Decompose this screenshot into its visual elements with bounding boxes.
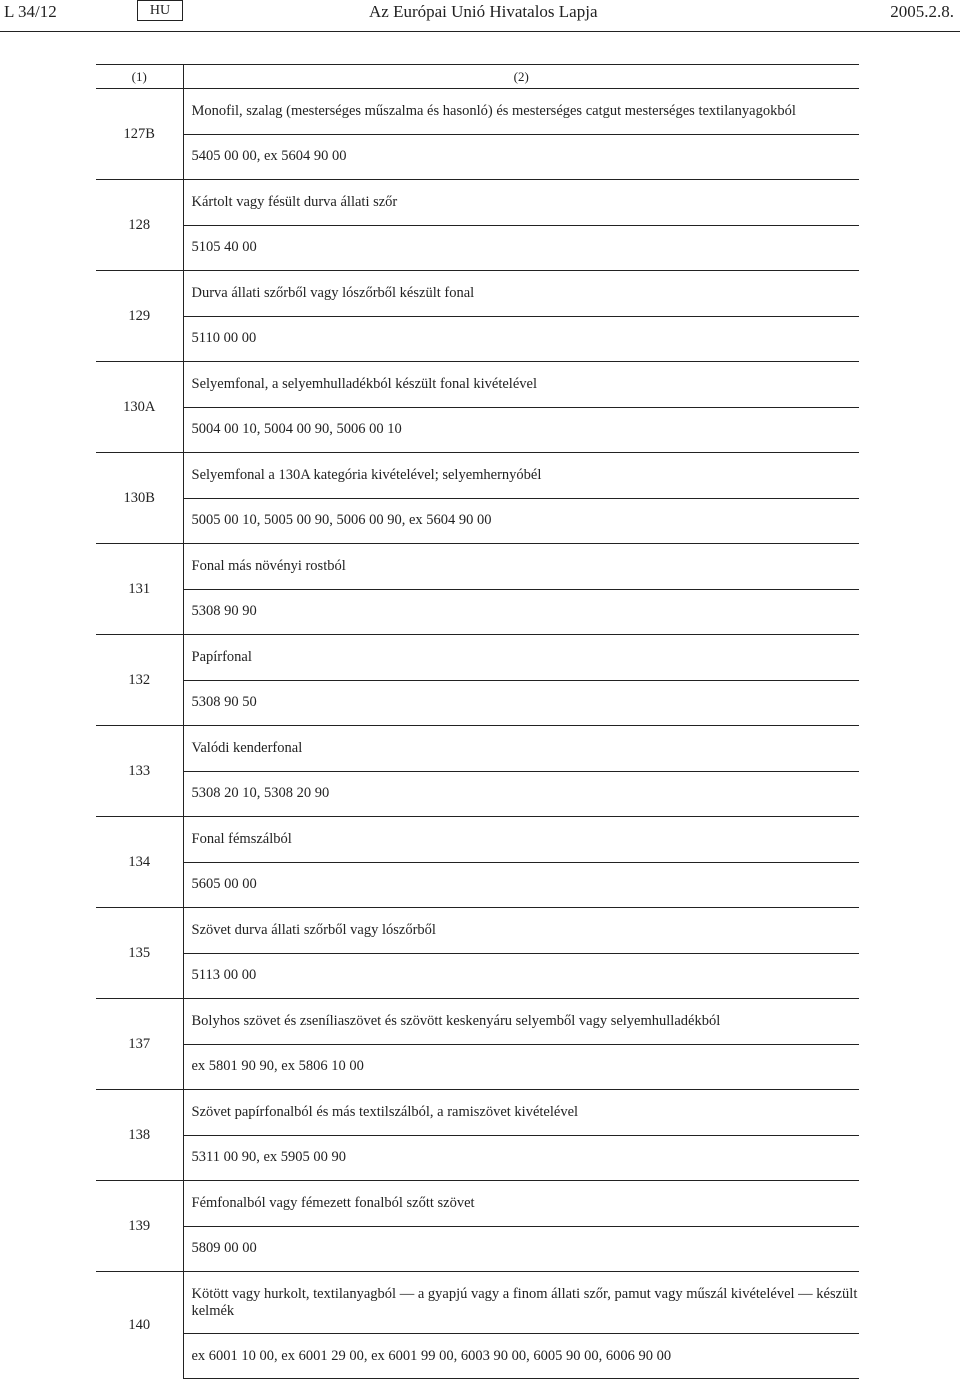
category-description: Szövet durva állati szőrből vagy lószőrből xyxy=(183,908,859,954)
cn-codes: 5308 90 50 xyxy=(183,680,859,726)
cn-codes: 5105 40 00 xyxy=(183,225,859,271)
category-description: Fémfonalból vagy fémezett fonalból szőtt szövet xyxy=(183,1181,859,1227)
category-number: 140 xyxy=(96,1272,183,1379)
table-body xyxy=(96,89,859,1379)
table-row xyxy=(96,1334,859,1379)
category-number: 131 xyxy=(96,544,183,635)
table-row xyxy=(96,1135,859,1181)
category-description: Szövet papírfonalból és más textilszálból, a ramiszövet kivételével xyxy=(183,1090,859,1136)
table-row xyxy=(96,1272,859,1334)
cn-codes: 5605 00 00 xyxy=(183,862,859,908)
category-number: 132 xyxy=(96,635,183,726)
cn-codes: ex 5801 90 90, ex 5806 10 00 xyxy=(183,1044,859,1090)
table-row xyxy=(96,407,859,453)
table-header-row xyxy=(96,65,859,89)
category-description: Kártolt vagy fésült durva állati szőr xyxy=(183,180,859,226)
table-row xyxy=(96,453,859,499)
table-row xyxy=(96,999,859,1045)
table-row xyxy=(96,1181,859,1227)
category-description: Papírfonal xyxy=(183,635,859,681)
category-number: 130B xyxy=(96,453,183,544)
category-number: 135 xyxy=(96,908,183,999)
table-row xyxy=(96,225,859,271)
cn-codes: 5311 00 90, ex 5905 00 90 xyxy=(183,1135,859,1181)
cn-codes: 5809 00 00 xyxy=(183,1226,859,1272)
category-description: Fonal más növényi rostból xyxy=(183,544,859,590)
category-number: 129 xyxy=(96,271,183,362)
table-row xyxy=(96,544,859,590)
page-header xyxy=(0,0,960,30)
table-row xyxy=(96,817,859,863)
cn-codes: 5308 90 90 xyxy=(183,589,859,635)
category-number: 128 xyxy=(96,180,183,271)
table-row xyxy=(96,316,859,362)
category-number: 134 xyxy=(96,817,183,908)
category-description: Bolyhos szövet és zseníliaszövet és szövött keskenyáru selyemből vagy selyemhulladékból xyxy=(183,999,859,1045)
table-row xyxy=(96,908,859,954)
cn-codes: 5110 00 00 xyxy=(183,316,859,362)
table-row xyxy=(96,180,859,226)
table-row xyxy=(96,953,859,999)
table-row xyxy=(96,635,859,681)
page-reference: L 34/12 xyxy=(4,2,57,21)
category-number: 130A xyxy=(96,362,183,453)
table-row xyxy=(96,498,859,544)
cn-codes: 5005 00 10, 5005 00 90, 5006 00 90, ex 5604 90 00 xyxy=(183,498,859,544)
table-row xyxy=(96,362,859,408)
table-row xyxy=(96,1090,859,1136)
table-row xyxy=(96,1226,859,1272)
category-description: Fonal fémszálból xyxy=(183,817,859,863)
journal-title: Az Európai Unió Hivatalos Lapja xyxy=(369,2,598,21)
category-description: Selyemfonal a 130A kategória kivételével; selyemhernyóbél xyxy=(183,453,859,499)
category-description: Durva állati szőrből vagy lószőrből készült fonal xyxy=(183,271,859,317)
header-divider xyxy=(0,31,960,32)
language-badge: HU xyxy=(137,0,183,21)
table-row xyxy=(96,726,859,772)
category-description: Valódi kenderfonal xyxy=(183,726,859,772)
table-row xyxy=(96,862,859,908)
category-number: 133 xyxy=(96,726,183,817)
table-row xyxy=(96,271,859,317)
table-row xyxy=(96,589,859,635)
cn-codes: 5405 00 00, ex 5604 90 00 xyxy=(183,134,859,180)
category-description: Selyemfonal, a selyemhulladékból készült fonal kivételével xyxy=(183,362,859,408)
table-row xyxy=(96,680,859,726)
cn-codes: ex 6001 10 00, ex 6001 29 00, ex 6001 99 00, 6003 90 00, 6005 90 00, 6006 90 00 xyxy=(183,1334,859,1379)
table-row xyxy=(96,89,859,135)
category-number: 127B xyxy=(96,89,183,180)
table-row xyxy=(96,1044,859,1090)
category-description: Monofil, szalag (mesterséges műszalma és hasonló) és mesterséges catgut mesterséges textilanyagokból xyxy=(183,89,859,135)
column-header-1: (1) xyxy=(96,65,183,89)
cn-codes: 5113 00 00 xyxy=(183,953,859,999)
category-table xyxy=(96,64,859,1379)
cn-codes: 5308 20 10, 5308 20 90 xyxy=(183,771,859,817)
category-description: Kötött vagy hurkolt, textilanyagból — a gyapjú vagy a finom állati szőr, pamut vagy műszál kivételével — készült kelmék xyxy=(183,1272,859,1334)
category-number: 139 xyxy=(96,1181,183,1272)
publication-date: 2005.2.8. xyxy=(890,2,954,21)
table-row xyxy=(96,771,859,817)
table-row xyxy=(96,134,859,180)
category-number: 137 xyxy=(96,999,183,1090)
cn-codes: 5004 00 10, 5004 00 90, 5006 00 10 xyxy=(183,407,859,453)
column-header-2: (2) xyxy=(183,65,859,89)
category-number: 138 xyxy=(96,1090,183,1181)
